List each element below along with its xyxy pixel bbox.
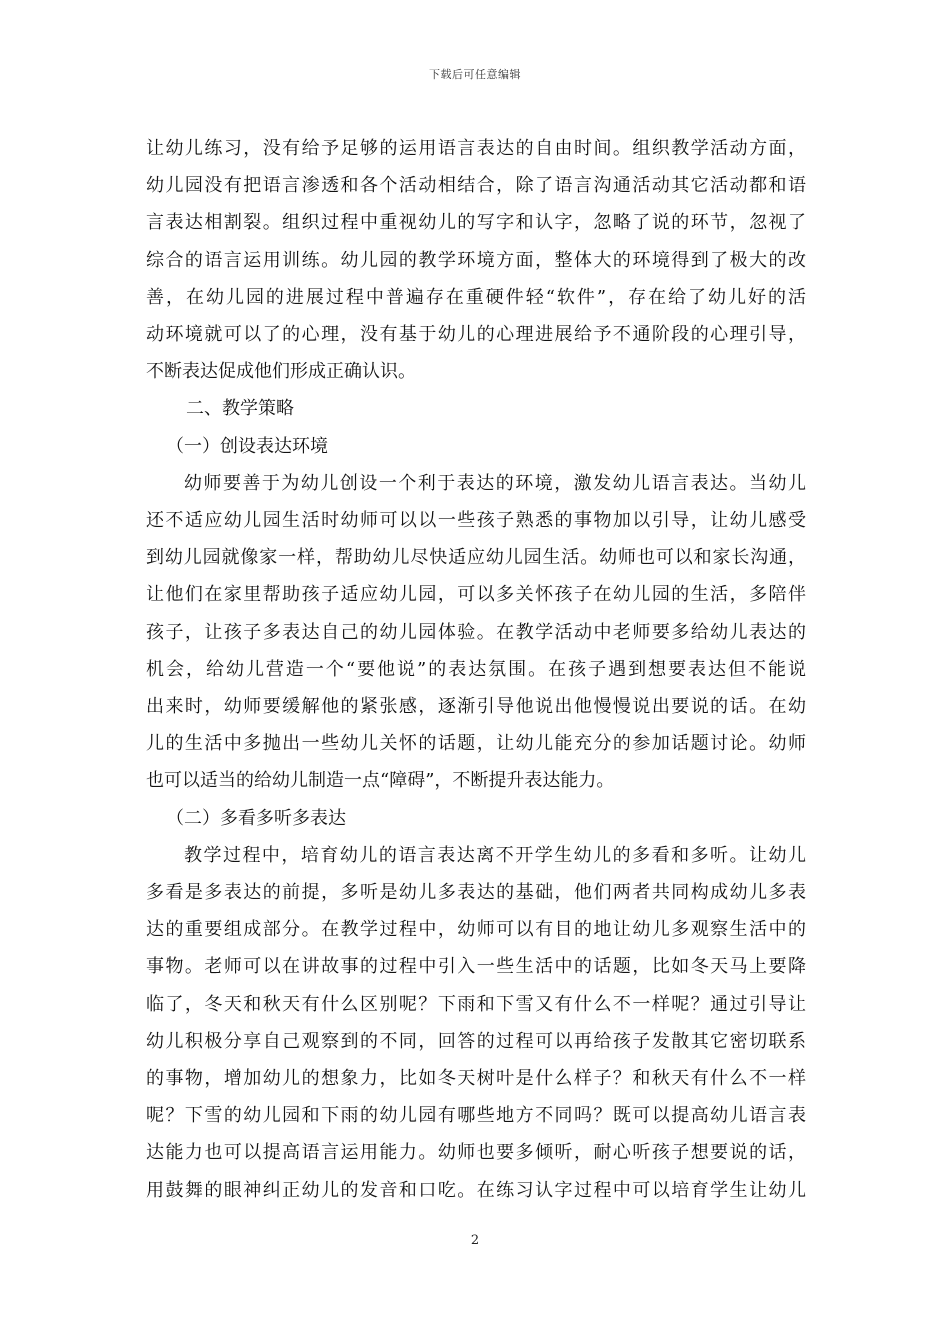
text-line: 用鼓舞的眼神纠正幼儿的发音和口吃。在练习认字过程中可以培育学生让幼儿	[146, 1179, 806, 1201]
text-line: 的事物，增加幼儿的想象力，比如冬天树叶是什么样子？和秋天有什么不一样	[146, 1068, 806, 1090]
text-line: 也可以适当的给幼儿制造一点“障碍”，不断提升表达能力。	[146, 770, 615, 792]
text-line: 幼师要善于为幼儿创设一个利于表达的环境，激发幼儿语言表达。当幼儿	[184, 472, 806, 494]
text-line: 到幼儿园就像家一样，帮助幼儿尽快适应幼儿园生活。幼师也可以和家长沟通，	[146, 547, 806, 569]
text-line: 教学过程中，培育幼儿的语言表达离不开学生幼儿的多看和多听。让幼儿	[184, 844, 806, 866]
text-line: 事物。老师可以在讲故事的过程中引入一些生活中的话题，比如冬天马上要降	[146, 956, 806, 978]
text-line: 机会，给幼儿营造一个“要他说”的表达氛围。在孩子遇到想要表达但不能说	[146, 658, 806, 680]
text-line: 孩子，让孩子多表达自己的幼儿园体验。在教学活动中老师要多给幼儿表达的	[146, 621, 806, 643]
paragraph-see-listen-express	[146, 837, 806, 1209]
document-body	[146, 130, 806, 1209]
text-line: 让他们在家里帮助孩子适应幼儿园，可以多关怀孩子在幼儿园的生活，多陪伴	[146, 584, 806, 606]
text-line: 出来时，幼师要缓解他的紧张感，逐渐引导他说出他慢慢说出要说的话。在幼	[146, 696, 806, 718]
text-line: 言表达相割裂。组织过程中重视幼儿的写字和认字，忽略了说的环节，忽视了	[146, 212, 806, 234]
subsection-heading-see-listen-express: （二）多看多听多表达	[166, 807, 346, 829]
text-line: 临了，冬天和秋天有什么区别呢？下雨和下雪又有什么不一样呢？通过引导让	[146, 993, 806, 1015]
text-line: 让幼儿练习，没有给予足够的运用语言表达的自由时间。组织教学活动方面，	[146, 138, 806, 159]
text-line: 达的重要组成部分。在教学过程中，幼师可以有目的地让幼儿多观察生活中的	[146, 919, 806, 941]
text-line: 幼儿园没有把语言渗透和各个活动相结合，除了语言沟通活动其它活动都和语	[146, 175, 806, 197]
text-line: 多看是多表达的前提，多听是幼儿多表达的基础，他们两者共同构成幼儿多表	[146, 882, 806, 904]
text-line: 还不适应幼儿园生活时幼师可以以一些孩子熟悉的事物加以引导，让幼儿感受	[146, 510, 806, 532]
text-line: 儿的生活中多抛出一些幼儿关怀的话题，让幼儿能充分的参加话题讨论。幼师	[146, 733, 806, 755]
section-heading-teaching-strategy: 二、教学策略	[186, 398, 294, 420]
text-line: 呢？下雪的幼儿园和下雨的幼儿园有哪些地方不同吗？既可以提高幼儿语言表	[146, 1105, 806, 1127]
page-header: 下载后可任意编辑	[429, 68, 521, 81]
text-line: 动环境就可以了的心理，没有基于幼儿的心理进展给予不通阶段的心理引导，	[146, 324, 806, 346]
text-line: 善，在幼儿园的进展过程中普遍存在重硬件轻“软件”，存在给了幼儿好的活	[146, 286, 806, 308]
text-line: 综合的语言运用训练。幼儿园的教学环境方面，整体大的环境得到了极大的改	[146, 249, 806, 271]
paragraph-create-environment	[146, 465, 806, 800]
text-line: 幼儿积极分享自己观察到的不同，回答的过程可以再给孩子发散其它密切联系	[146, 1030, 806, 1052]
text-line: 不断表达促成他们形成正确认识。	[146, 361, 416, 383]
paragraph-intro	[146, 130, 806, 390]
page-number: 2	[470, 1233, 480, 1248]
text-line: 达能力也可以提高语言运用能力。幼师也要多倾听，耐心听孩子想要说的话，	[146, 1142, 806, 1164]
subsection-heading-create-environment: （一）创设表达环境	[166, 435, 328, 457]
